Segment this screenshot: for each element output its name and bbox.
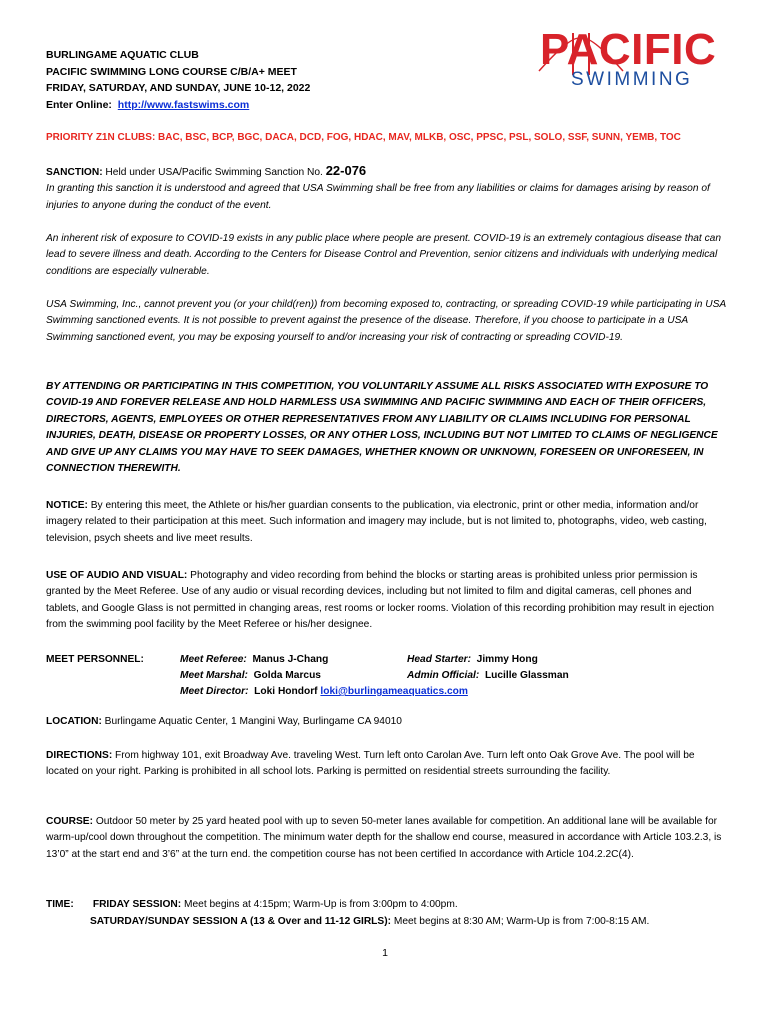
notice-text: By entering this meet, the Athlete or his/her guardian consents to the publication, via electronic, print or other media, information and/or imagery related to their participation at this meet. Such information and imagery may include, but is not limited to, photographs, video, web casting, television, psych sheets and live meet results.: [46, 500, 707, 544]
director-email-link[interactable]: loki@burlingameaquatics.com: [320, 686, 468, 697]
directions-label: DIRECTIONS:: [46, 750, 113, 761]
covid-risk-paragraph: An inherent risk of exposure to COVID-19 exists in any public place where people are present. COVID-19 is an extremely contagious disease that can lead to severe illness and death. According to the Centers for Disease Control and Prevention, senior citizens and individuals with underlying medical conditions are especially vulnerable.: [46, 233, 721, 277]
logo-swimming-text: SWIMMING: [571, 69, 693, 90]
fastswims-link[interactable]: http://www.fastswims.com: [117, 98, 250, 111]
course-paragraph: [46, 814, 726, 863]
audio-visual-paragraph: [46, 568, 726, 634]
course-text: Outdoor 50 meter by 25 yard heated pool with up to seven 50-meter lanes available for competition. An additional lane will be available for warm-up/cool down throughout the competition. The minimum water depth for the shallow end course, measured in accordance with Article 103.2.3, is 13’0” at the start end and 3’6” at the turn end. the competition course has not been certified In accordance with Article 104.2.2C(4).: [46, 816, 722, 860]
notice-paragraph: [46, 498, 726, 547]
directions-text: From highway 101, exit Broadway Ave. traveling West. Turn left onto Carolan Ave. Turn left onto Oak Grove Ave. The pool will be located on your right. Parking is prohibited in all school lots. Parking is permitted on residential streets surrounding the facility.: [46, 750, 695, 778]
location-label: LOCATION:: [46, 716, 102, 727]
audio-visual-label: USE OF AUDIO AND VISUAL:: [46, 570, 188, 581]
saturday-session-text: Meet begins at 8:30 AM; Warm-Up is from 7:00-8:15 AM.: [391, 916, 650, 927]
waiver-paragraph: BY ATTENDING OR PARTICIPATING IN THIS COMPETITION, YOU VOLUNTARILY ASSUME ALL RISKS ASSOCIATED WITH EXPOSURE TO COVID-19 AND FOREVER RELEASE AND HOLD HARMLESS USA SWIMMING AND PACIFIC SWIMMING AND EACH OF THEIR OFFICERS, DIRECTORS, AGENTS, EMPLOYEES OR OTHER REPRESENTATIVES FROM ANY LIABILITY OR CLAIMS INCLUDING FOR PERSONAL INJURIES, DEATH, DISEASE OR PROPERTY LOSSES, OR ANY OTHER LOSS, INCLUDING BUT NOT LIMITED TO CLAIMS OF NEGLIGENCE AND GIVE UP ANY CLAIMS YOU MAY HAVE TO SEEK DAMAGES, WHETHER KNOWN OR UNKNOWN, FORESEEN OR UNFORESEEN, IN CONNECTION THEREWITH.: [46, 381, 718, 475]
meet-title: PACIFIC SWIMMING LONG COURSE C/B/A+ MEET: [46, 65, 297, 78]
audio-visual-text: Photography and video recording from behind the blocks or starting areas is prohibited unless prior permission is granted by the Meet Referee. Use of any audio or visual recording devices, including but not limited to film and digital cameras, cell phones and tablets, and Google Glass is not permitted in changing areas, rest rooms or locker rooms. Violation of this recording prohibition may result in ejection from the swimming pool facility by the Meet Referee or his/her designee.: [46, 570, 714, 631]
friday-session: [46, 896, 649, 913]
sanction-number: 22-076: [325, 163, 367, 178]
saturday-sunday-session: [46, 913, 649, 930]
friday-session-text: Meet begins at 4:15pm; Warm-Up is from 3:00pm to 4:00pm.: [181, 899, 458, 910]
enter-online: [46, 97, 310, 114]
covid-usa-swimming-paragraph: USA Swimming, Inc., cannot prevent you (or your child(ren)) from becoming exposed to, contracting, or spreading COVID-19 while participating in USA Swimming sanctioned events. It is not possible to prevent against the presence of the disease. Therefore, if you choose to participate in a USA Swimming sanctioned event, you may be exposing yourself to and/or increasing your risk of contracting or spreading COVID-19.: [46, 299, 726, 343]
enter-online-label: Enter Online:: [46, 98, 112, 111]
friday-session-label: FRIDAY SESSION:: [92, 899, 182, 910]
meet-director: Meet Director: Loki Hondorf loki@burlingameaquatics.com: [180, 686, 468, 697]
club-name: BURLINGAME AQUATIC CLUB: [46, 49, 199, 61]
personnel-label: MEET PERSONNEL:: [46, 654, 144, 665]
time-section: [46, 896, 649, 930]
sanction-disclaimer: In granting this sanction it is understood and agreed that USA Swimming shall be free from any liabilities or claims for damages arising by reason of injuries to anyone during the conduct of the event.: [46, 183, 710, 211]
meet-marshal: Meet Marshal: Golda Marcus: [180, 670, 321, 681]
head-starter: Head Starter: Jimmy Hong: [407, 654, 538, 665]
meet-header: [46, 47, 310, 113]
time-label: TIME:: [46, 899, 74, 910]
sanction-paragraph: [46, 163, 726, 214]
priority-clubs: PRIORITY Z1N CLUBS: BAC, BSC, BCP, BGC, DACA, DCD, FOG, HDAC, MAV, MLKB, OSC, PPSC, PSL, SOLO, SSF, SUNN, YEMB, TOC: [46, 132, 681, 143]
meet-referee: Meet Referee: Manus J-Chang: [180, 654, 329, 665]
saturday-session-label: SATURDAY/SUNDAY SESSION A (13 & Over and 11-12 GIRLS):: [90, 916, 391, 927]
meet-dates: FRIDAY, SATURDAY, AND SUNDAY, JUNE 10-12, 2022: [46, 82, 311, 94]
location-paragraph: [46, 714, 726, 730]
logo-pacific-text: PACIFIC: [540, 25, 717, 74]
location-text: Burlingame Aquatic Center, 1 Mangini Way, Burlingame CA 94010: [101, 716, 402, 727]
notice-label: NOTICE:: [46, 500, 88, 511]
page-number: 1: [382, 947, 388, 959]
sanction-text: Held under USA/Pacific Swimming Sanction No.: [102, 167, 326, 178]
admin-official: Admin Official: Lucille Glassman: [407, 670, 569, 681]
course-label: COURSE:: [46, 816, 93, 827]
directions-paragraph: [46, 748, 726, 781]
pacific-swimming-logo: [535, 25, 725, 95]
sanction-label: SANCTION:: [46, 167, 103, 178]
